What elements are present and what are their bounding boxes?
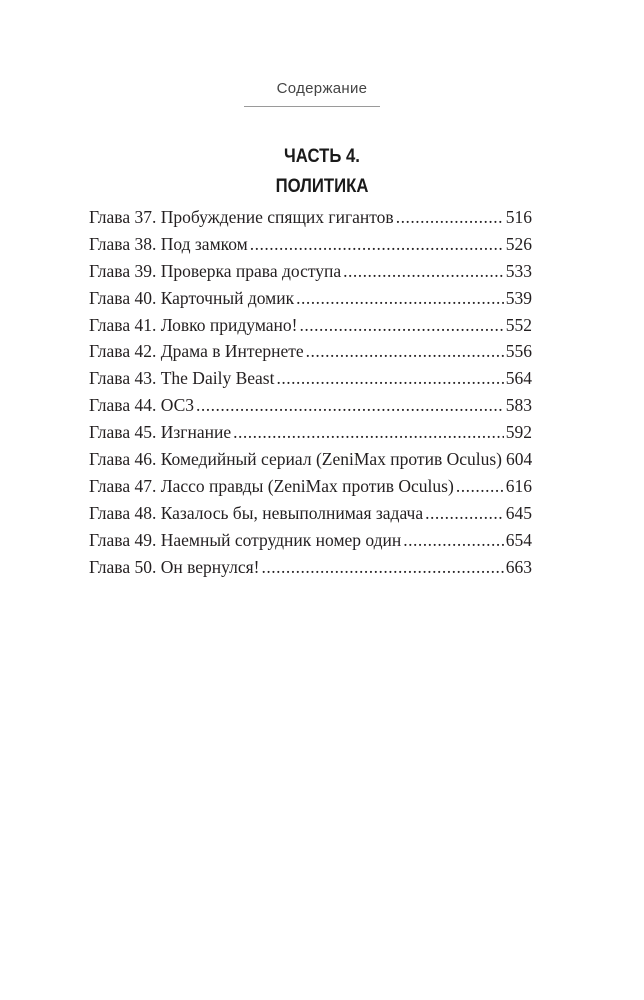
dot-leader bbox=[425, 500, 504, 527]
toc-entry-title: Глава 49. Наемный сотрудник номер один bbox=[89, 529, 402, 550]
toc-entry bbox=[89, 338, 532, 365]
toc-entry bbox=[89, 527, 532, 554]
toc-entry-title: Глава 46. Комедийный сериал (ZeniMax против Oculus) bbox=[89, 449, 502, 470]
toc-entry bbox=[89, 312, 532, 339]
toc-entry-page: 604 bbox=[506, 449, 533, 470]
part-number: ЧАСТЬ 4. bbox=[284, 146, 360, 167]
toc-entry-title: Глава 42. Драма в Интернете bbox=[89, 341, 304, 362]
toc-entry bbox=[89, 419, 532, 446]
toc-entry bbox=[89, 446, 532, 473]
toc-entry-page: 583 bbox=[505, 395, 532, 416]
toc-entry-page: 564 bbox=[505, 368, 532, 389]
toc-entry bbox=[89, 473, 532, 500]
dot-leader bbox=[299, 312, 503, 339]
toc-entry-title: Глава 50. Он вернулся! bbox=[89, 556, 260, 577]
dot-leader bbox=[250, 231, 504, 258]
dot-leader bbox=[276, 365, 503, 392]
toc-entry bbox=[89, 231, 532, 258]
dot-leader bbox=[196, 392, 504, 419]
toc-entry bbox=[89, 365, 532, 392]
toc-entry-title: Глава 39. Проверка права доступа bbox=[89, 260, 342, 281]
part-heading bbox=[39, 142, 606, 202]
toc-entry-title: Глава 47. Лассо правды (ZeniMax против Oculus) bbox=[89, 475, 454, 496]
toc-entry-title: Глава 48. Казалось бы, невыполнимая задача bbox=[89, 502, 424, 523]
toc-entry bbox=[89, 500, 532, 527]
dot-leader bbox=[296, 285, 504, 312]
dot-leader bbox=[396, 204, 504, 231]
toc-entry-title: Глава 45. Изгнание bbox=[89, 422, 232, 443]
toc-entry-page: 552 bbox=[505, 314, 532, 335]
dot-leader bbox=[262, 554, 504, 581]
part-title: ПОЛИТИКА bbox=[275, 176, 369, 197]
toc-entry-page: 616 bbox=[505, 475, 532, 496]
toc-entry-title: Глава 40. Карточный домик bbox=[89, 287, 295, 308]
header-rule bbox=[244, 106, 380, 107]
toc-entry-title: Глава 43. The Daily Beast bbox=[89, 368, 275, 389]
toc-entry-title: Глава 41. Ловко придумано! bbox=[89, 314, 298, 335]
toc-entry bbox=[89, 204, 532, 231]
toc-entry bbox=[89, 392, 532, 419]
toc-entry bbox=[89, 554, 532, 581]
dot-leader bbox=[233, 419, 504, 446]
dot-leader bbox=[343, 258, 504, 285]
toc-entry-page: 539 bbox=[505, 287, 532, 308]
dot-leader bbox=[403, 527, 503, 554]
toc-entry-page: 516 bbox=[505, 207, 532, 227]
dot-leader bbox=[456, 473, 504, 500]
toc-entry-title: Глава 37. Пробуждение спящих гигантов bbox=[89, 207, 394, 227]
toc-entry-page: 526 bbox=[505, 233, 532, 254]
toc-entry bbox=[89, 285, 532, 312]
toc-entry-title: Глава 38. Под замком bbox=[89, 233, 248, 254]
table-of-contents bbox=[89, 204, 532, 580]
toc-entry-page: 556 bbox=[505, 341, 532, 362]
toc-entry-page: 663 bbox=[505, 556, 532, 577]
toc-entry bbox=[89, 258, 532, 285]
running-head: Содержание bbox=[276, 80, 368, 97]
toc-entry-title: Глава 44. ОС3 bbox=[89, 395, 194, 416]
toc-entry-page: 645 bbox=[505, 502, 532, 523]
toc-entry-page: 533 bbox=[505, 260, 532, 281]
dot-leader bbox=[306, 338, 504, 365]
toc-entry-page: 592 bbox=[505, 422, 532, 443]
toc-entry-page: 654 bbox=[505, 529, 532, 550]
